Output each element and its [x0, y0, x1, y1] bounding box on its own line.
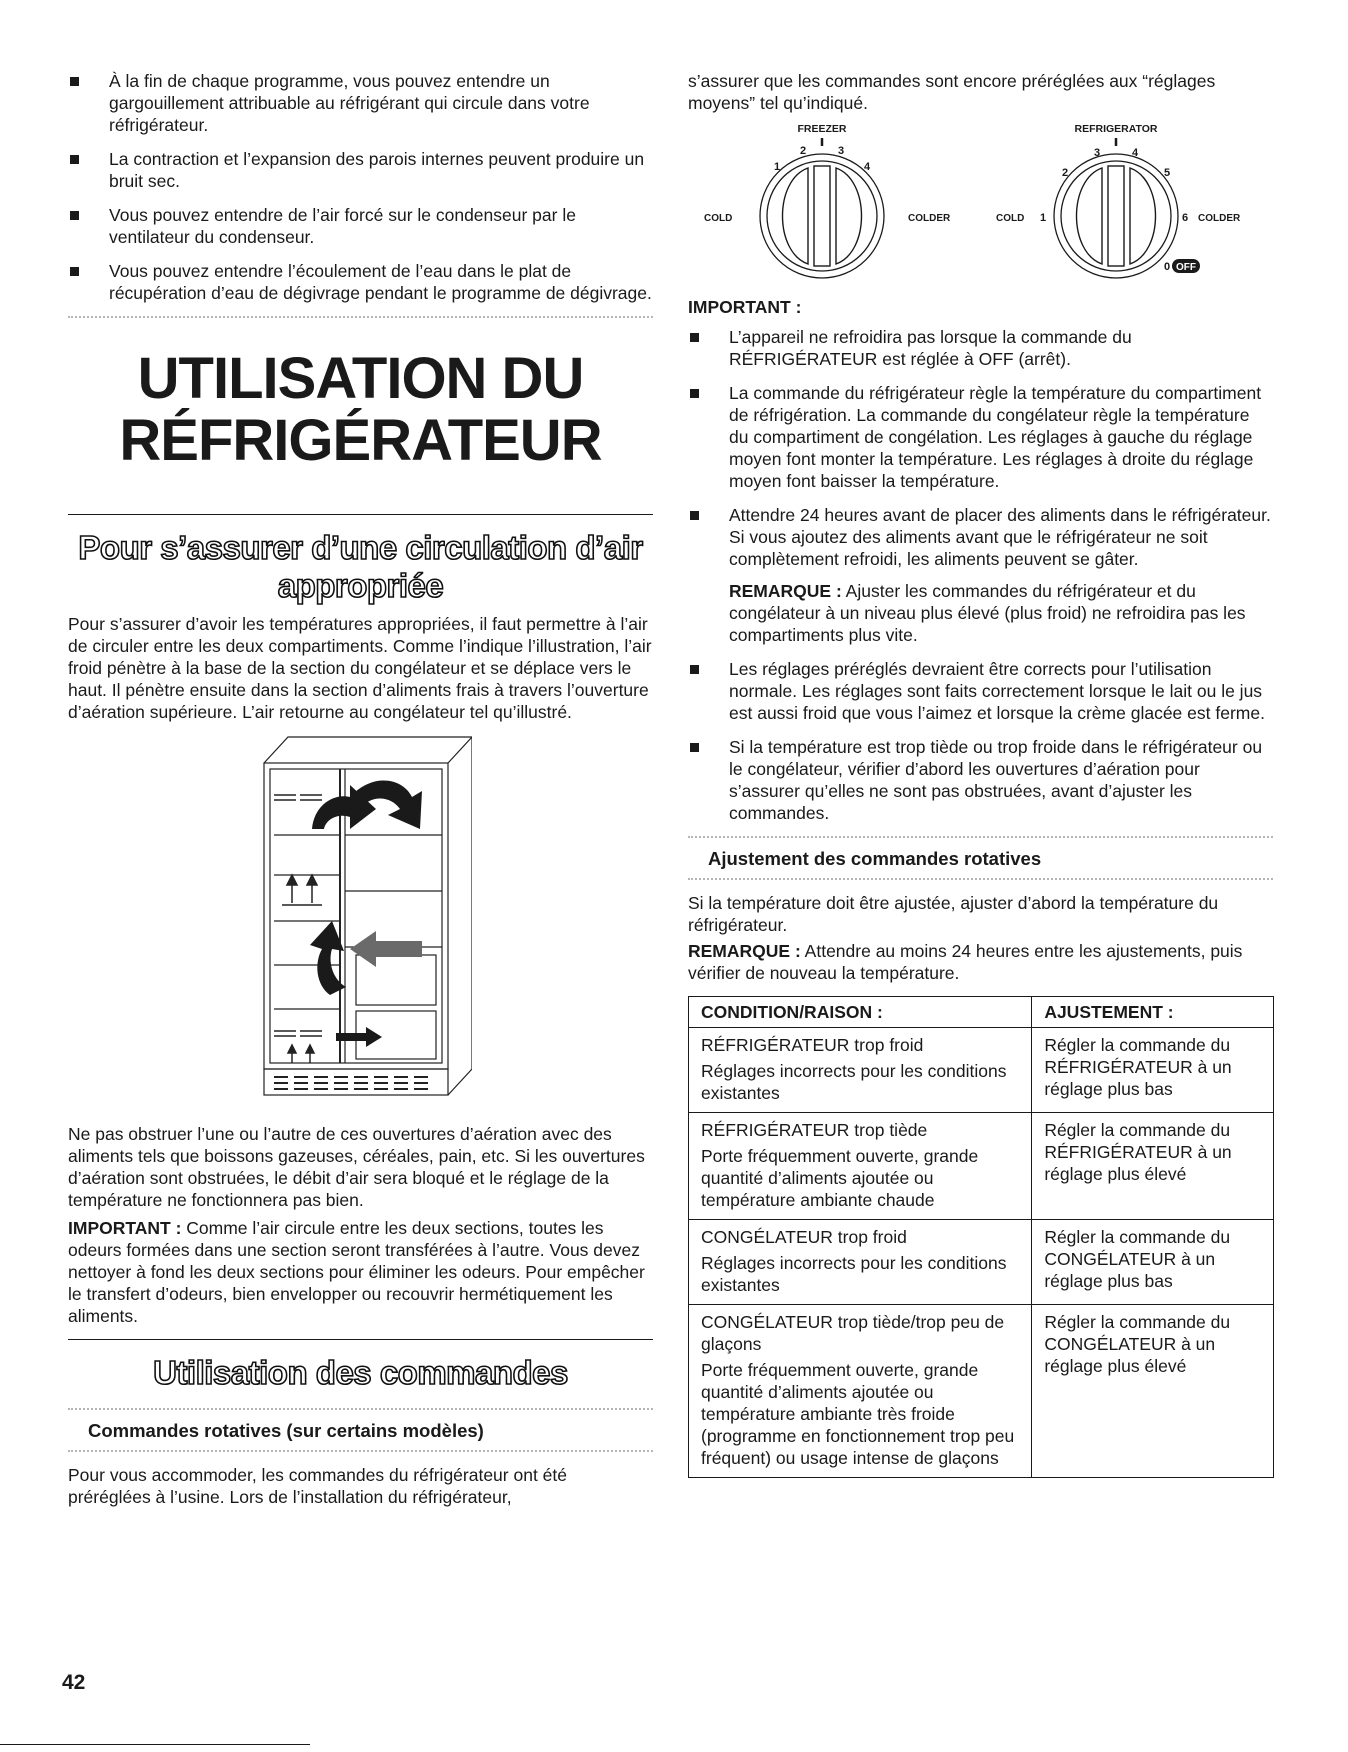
- svg-text:2: 2: [1062, 167, 1069, 179]
- refrigerator-cold-label: COLD: [996, 213, 1025, 224]
- svg-text:2: 2: [800, 145, 807, 157]
- vent-warning-paragraph: Ne pas obstruer l’une ou l’autre de ces ouvertures d’aération avec des aliments tels que boissons gazeuses, céréales, pain, etc. Si les ouvertures d’aération sont obstruées, le débit d’air sera bloqué et le réglage de la température ne fonctionnera pas bien.: [68, 1124, 645, 1210]
- svg-text:4: 4: [1132, 147, 1139, 159]
- svg-text:0: 0: [1164, 261, 1171, 273]
- section-heading-controls: Utilisation des commandes: [153, 1354, 568, 1391]
- list-item: À la fin de chaque programme, vous pouvez entendre un gargouillement attribuable au réfrigérant qui circule dans votre réfrigérateur.: [68, 70, 653, 136]
- dotted-divider: [68, 1450, 653, 1452]
- svg-text:6: 6: [1182, 212, 1189, 224]
- table-row: [689, 1220, 1274, 1305]
- table-row: [689, 1113, 1274, 1220]
- svg-text:3: 3: [838, 145, 845, 157]
- svg-text:1: 1: [774, 161, 781, 173]
- subsection-heading-adjustment: Ajustement des commandes rotatives: [708, 848, 1042, 869]
- table-row: [689, 1028, 1274, 1113]
- table-header-adjustment: AJUSTEMENT :: [1032, 997, 1274, 1028]
- refrigerator-dial: [1054, 154, 1178, 278]
- list-item: Si la température est trop tiède ou trop froide dans le réfrigérateur ou le congélateur, vérifier d’abord les ouvertures d’aération pour s’assurer qu’elles ne sont pas obstruées, avant d’ajuster les commandes.: [688, 736, 1273, 824]
- table-cell-adjustment: Régler la commande du RÉFRIGÉRATEUR à un réglage plus élevé: [1032, 1113, 1274, 1220]
- refrigerator-diagram: [252, 733, 472, 1105]
- section-divider: [68, 1339, 653, 1340]
- table-header-row: [689, 997, 1274, 1028]
- refrigerator-label: REFRIGERATOR: [1074, 123, 1158, 135]
- remarque-paragraph: REMARQUE : Ajuster les commandes du réfrigérateur et du congélateur à un niveau plus élevé (plus froid) ne refroidira pas les compartiments plus vite.: [729, 581, 1246, 645]
- table-cell-condition: RÉFRIGÉRATEUR trop froid Réglages incorrects pour les conditions existantes: [689, 1028, 1032, 1113]
- adjustment-table: [688, 996, 1274, 1478]
- off-badge: OFF: [1176, 262, 1196, 273]
- left-column: [68, 70, 653, 1508]
- table-cell-condition: RÉFRIGÉRATEUR trop tiède Porte fréquemment ouverte, grande quantité d’aliments ajoutée ou température ambiante chaude: [689, 1113, 1032, 1220]
- table-cell-condition: CONGÉLATEUR trop froid Réglages incorrects pour les conditions existantes: [689, 1220, 1032, 1305]
- dials-diagram: [688, 120, 1273, 286]
- preset-intro-paragraph: s’assurer que les commandes sont encore préréglées aux “réglages moyens” tel qu’indiqué.: [688, 71, 1216, 113]
- section-divider: [68, 514, 653, 515]
- freezer-dial: [760, 154, 884, 278]
- control-dials-illustration: [688, 120, 1273, 286]
- important-paragraph: IMPORTANT : Comme l’air circule entre les deux sections, toutes les odeurs formées dans une section seront transférées à l’autre. Vous devez nettoyer à fond les deux sections pour éliminer les odeurs. Pour empêcher le transfert d’odeurs, bien envelopper ou recouvrir hermétiquement les aliments.: [68, 1218, 645, 1326]
- dotted-divider: [68, 316, 653, 318]
- table-cell-adjustment: Régler la commande du RÉFRIGÉRATEUR à un réglage plus bas: [1032, 1028, 1274, 1113]
- table-row: [689, 1305, 1274, 1478]
- list-item: Attendre 24 heures avant de placer des aliments dans le réfrigérateur. Si vous ajoutez des aliments avant que le réfrigérateur ne soit complètement refroidi, les aliments peuvent se gâter.: [688, 504, 1273, 570]
- section-heading-air-circulation: Pour s’assurer d’une circulation d’air appropriée: [78, 529, 643, 604]
- refrigerator-colder-label: COLDER: [1198, 213, 1241, 224]
- freezer-cold-label: COLD: [704, 213, 733, 224]
- list-item: Vous pouvez entendre l’écoulement de l’eau dans le plat de récupération d’eau de dégivrage pendant le programme de dégivrage.: [68, 260, 653, 304]
- freezer-colder-label: COLDER: [908, 213, 951, 224]
- svg-text:1: 1: [1040, 212, 1047, 224]
- noise-bullet-list: [68, 70, 653, 304]
- svg-text:3: 3: [1094, 147, 1101, 159]
- remarque-adjust-paragraph: REMARQUE : Attendre au moins 24 heures entre les ajustements, puis vérifier de nouveau la température.: [688, 941, 1243, 983]
- settings-bullet-list: [688, 658, 1273, 824]
- list-item: L’appareil ne refroidira pas lorsque la commande du RÉFRIGÉRATEUR est réglée à OFF (arrêt).: [688, 326, 1273, 370]
- page-number: 42: [62, 1671, 86, 1694]
- subsection-heading-rotary-controls: Commandes rotatives (sur certains modèles): [88, 1420, 484, 1441]
- air-circulation-paragraph: Pour s’assurer d’avoir les températures appropriées, il faut permettre à l’air de circuler entre les deux compartiments. Comme l’indique l’illustration, l’air froid pénètre à la base de la section du congélateur et se déplace vers le haut. Il pénètre ensuite dans la section d’aliments frais à travers l’ouverture d’aération supérieure. L’air retourne au congélateur tel qu’illustré.: [68, 614, 652, 722]
- table-header-condition: CONDITION/RAISON :: [689, 997, 1032, 1028]
- list-item: La commande du réfrigérateur règle la température du compartiment de réfrigération. La commande du congélateur règle la température du compartiment de congélation. Les réglages à gauche du réglage moyen font monter la température. Les réglages à droite du réglage moyen font baisser la température.: [688, 382, 1273, 492]
- dotted-divider: [688, 878, 1273, 880]
- table-cell-adjustment: Régler la commande du CONGÉLATEUR à un réglage plus élevé: [1032, 1305, 1274, 1478]
- rotary-controls-paragraph: Pour vous accommoder, les commandes du réfrigérateur ont été préréglées à l’usine. Lors de l’installation du réfrigérateur,: [68, 1465, 567, 1507]
- list-item: Vous pouvez entendre de l’air forcé sur le condenseur par le ventilateur du condenseur.: [68, 204, 653, 248]
- adjust-paragraph: Si la température doit être ajustée, ajuster d’abord la température du réfrigérateur.: [688, 893, 1219, 935]
- table-cell-adjustment: Régler la commande du CONGÉLATEUR à un réglage plus bas: [1032, 1220, 1274, 1305]
- list-item: La contraction et l’expansion des parois internes peuvent produire un bruit sec.: [68, 148, 653, 192]
- page-title: UTILISATION DU RÉFRIGÉRATEUR: [119, 346, 602, 473]
- freezer-label: FREEZER: [797, 123, 847, 135]
- airflow-illustration: [252, 733, 472, 1105]
- svg-text:4: 4: [864, 161, 871, 173]
- list-item: Les réglages préréglés devraient être corrects pour l’utilisation normale. Les réglages sont faits correctement lorsque le lait ou le jus est aussi froid que vous l’aimez et lorsque la crème glacée est ferme.: [688, 658, 1273, 724]
- right-column: [688, 70, 1273, 1478]
- important-heading: IMPORTANT :: [688, 297, 802, 317]
- table-cell-condition: CONGÉLATEUR trop tiède/trop peu de glaçons Porte fréquemment ouverte, grande quantité d’aliments ajoutée ou température ambiante très froide (programme en fonctionnement trop peu fréquent) ou usage intense de glaçons: [689, 1305, 1032, 1478]
- svg-text:5: 5: [1164, 167, 1171, 179]
- footer-rule: [0, 1744, 310, 1745]
- important-bullet-list: [688, 326, 1273, 570]
